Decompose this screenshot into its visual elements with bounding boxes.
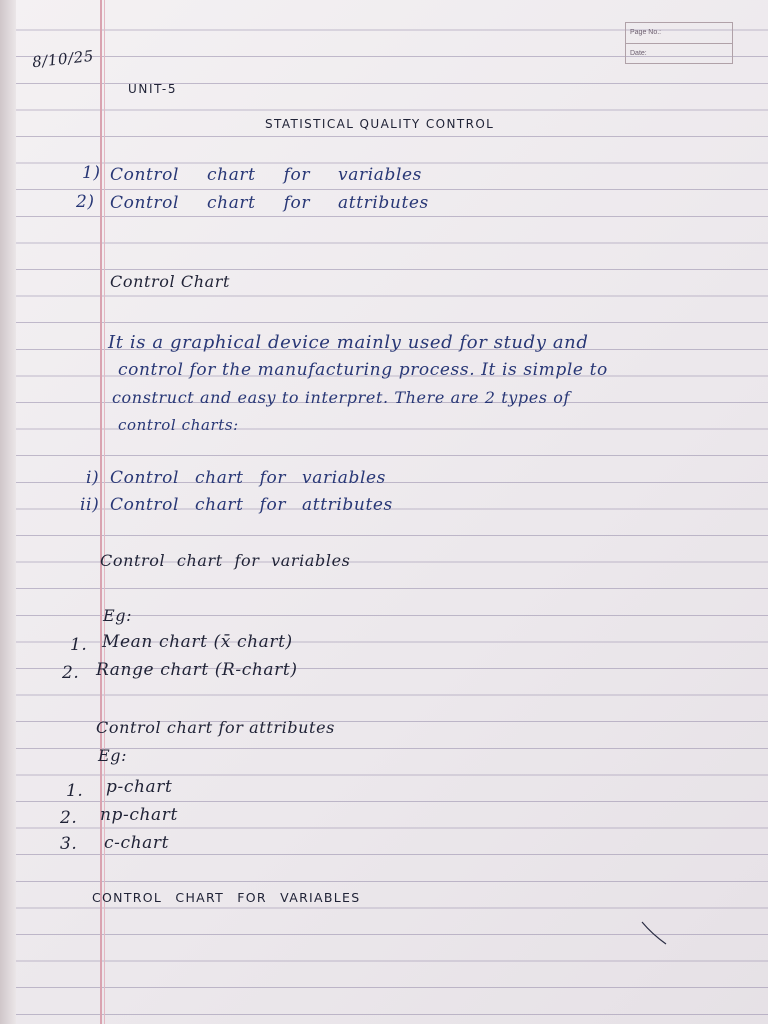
pen-stroke-path <box>642 922 666 944</box>
page-no-field: Page No.: <box>630 29 662 36</box>
type-1-number: i) <box>86 468 100 488</box>
p-chart-item: p-chart <box>106 777 173 797</box>
c-chart-item: c-chart <box>104 833 170 853</box>
range-chart-item: Range chart (R-chart) <box>96 660 298 680</box>
footer-heading: CONTROL CHART FOR VARIABLES <box>92 890 361 905</box>
toc-item-2-text: Control chart for attributes <box>110 193 429 213</box>
attributes-item-3-number: 3. <box>60 834 78 854</box>
paragraph-line-4: control charts: <box>118 416 239 434</box>
page-header-box <box>625 22 733 64</box>
margin-line-secondary <box>104 0 105 1024</box>
mean-chart-item: Mean chart (x̄ chart) <box>102 632 293 652</box>
toc-item-1-number: 1) <box>82 163 101 183</box>
attributes-item-2-number: 2. <box>60 808 78 828</box>
section-heading-attributes: Control chart for attributes <box>96 718 335 737</box>
page-title: STATISTICAL QUALITY CONTROL <box>265 117 495 131</box>
type-2-text: Control chart for attributes <box>110 495 393 515</box>
np-chart-item: np-chart <box>100 805 178 825</box>
toc-item-2-number: 2) <box>76 192 95 212</box>
paragraph-line-1: It is a graphical device mainly used for study and <box>108 332 589 353</box>
variables-item-1-number: 1. <box>70 635 88 655</box>
section-heading-control-chart: Control Chart <box>110 272 231 291</box>
type-1-text: Control chart for variables <box>110 468 386 488</box>
date-field: Date: <box>626 43 732 63</box>
section-heading-variables: Control chart for variables <box>100 551 351 570</box>
toc-item-1-text: Control chart for variables <box>110 165 422 185</box>
variables-item-2-number: 2. <box>62 663 80 683</box>
attributes-item-1-number: 1. <box>66 781 84 801</box>
paragraph-line-2: control for the manufacturing process. It is simple to <box>118 360 608 380</box>
page-binding <box>0 0 16 1024</box>
eg-label-attributes: Eg: <box>98 746 128 765</box>
paragraph-line-3: construct and easy to interpret. There are 2 types of <box>112 388 571 407</box>
handwritten-date: 8/10/25 <box>31 46 95 72</box>
type-2-number: ii) <box>80 495 100 515</box>
pen-stroke-mark <box>640 920 670 950</box>
unit-label: UNIT-5 <box>128 82 178 96</box>
eg-label-variables: Eg: <box>103 606 133 625</box>
margin-line <box>100 0 102 1024</box>
